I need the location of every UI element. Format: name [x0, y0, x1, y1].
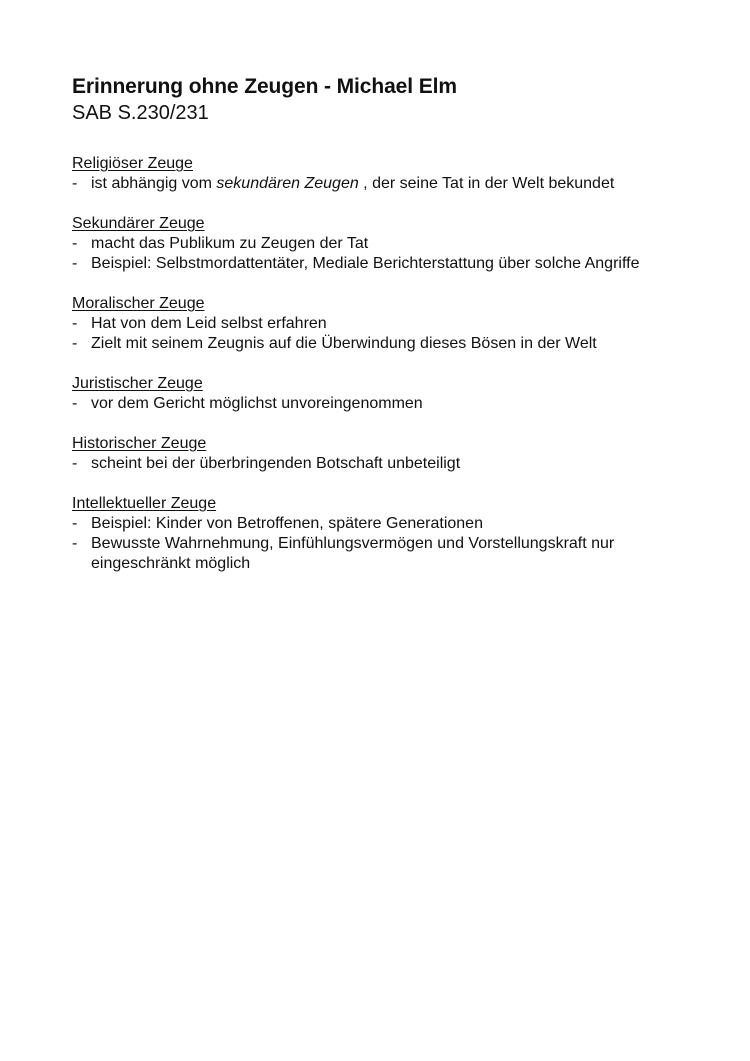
section-heading: Moralischer Zeuge	[72, 295, 205, 312]
list-item	[72, 174, 692, 194]
item-text: macht das Publikum zu Zeugen der Tat	[91, 235, 369, 252]
list-item	[72, 234, 692, 254]
bullet-list	[72, 314, 692, 354]
item-text: Beispiel: Kinder von Betroffenen, spätere Generationen	[91, 515, 483, 532]
bullet-dash: -	[72, 235, 78, 252]
list-item	[72, 314, 692, 334]
bullet-list	[72, 454, 692, 474]
document-page	[72, 74, 692, 594]
document-subtitle: SAB S.230/231	[72, 102, 209, 124]
bullet-list	[72, 514, 692, 574]
list-item	[72, 254, 692, 274]
item-text-post: , der seine Tat in der Welt bekundet	[358, 175, 615, 192]
list-item	[72, 514, 692, 534]
item-text: Beispiel: Selbstmordattentäter, Mediale Berichterstattung über solche Angriffe	[91, 255, 640, 272]
bullet-list	[72, 394, 692, 414]
section-heading: Sekundärer Zeuge	[72, 215, 205, 232]
section-historischer-zeuge	[72, 434, 692, 474]
section-heading: Intellektueller Zeuge	[72, 495, 217, 512]
section-heading: Religiöser Zeuge	[72, 155, 193, 172]
section-heading: Historischer Zeuge	[72, 435, 207, 452]
item-text: vor dem Gericht möglichst unvoreingenommen	[91, 395, 423, 412]
section-heading: Juristischer Zeuge	[72, 375, 203, 392]
item-text-emphasis: sekundären Zeugen	[216, 175, 359, 192]
bullet-list	[72, 174, 692, 194]
bullet-dash: -	[72, 535, 78, 552]
section-intellektueller-zeuge	[72, 494, 692, 574]
section-moralischer-zeuge	[72, 294, 692, 354]
document-title: Erinnerung ohne Zeugen - Michael Elm	[72, 75, 457, 98]
bullet-dash: -	[72, 455, 78, 472]
list-item	[72, 454, 692, 474]
item-text: scheint bei der überbringenden Botschaft unbeteiligt	[91, 455, 461, 472]
item-text: Zielt mit seinem Zeugnis auf die Überwindung dieses Bösen in der Welt	[91, 335, 597, 352]
bullet-dash: -	[72, 315, 78, 332]
section-religioeser-zeuge	[72, 154, 692, 194]
item-text: Hat von dem Leid selbst erfahren	[91, 315, 327, 332]
item-text-pre: ist abhängig vom	[91, 175, 217, 192]
bullet-dash: -	[72, 515, 78, 532]
section-juristischer-zeuge	[72, 374, 692, 414]
bullet-dash: -	[72, 335, 78, 352]
list-item	[72, 334, 692, 354]
list-item	[72, 394, 692, 414]
item-text: Bewusste Wahrnehmung, Einfühlungsvermögen und Vorstellungskraft nur eingeschränkt möglich	[91, 535, 615, 572]
bullet-dash: -	[72, 175, 78, 192]
list-item	[72, 534, 692, 574]
section-sekundaerer-zeuge	[72, 214, 692, 274]
bullet-dash: -	[72, 255, 78, 272]
bullet-list	[72, 234, 692, 274]
bullet-dash: -	[72, 395, 78, 412]
